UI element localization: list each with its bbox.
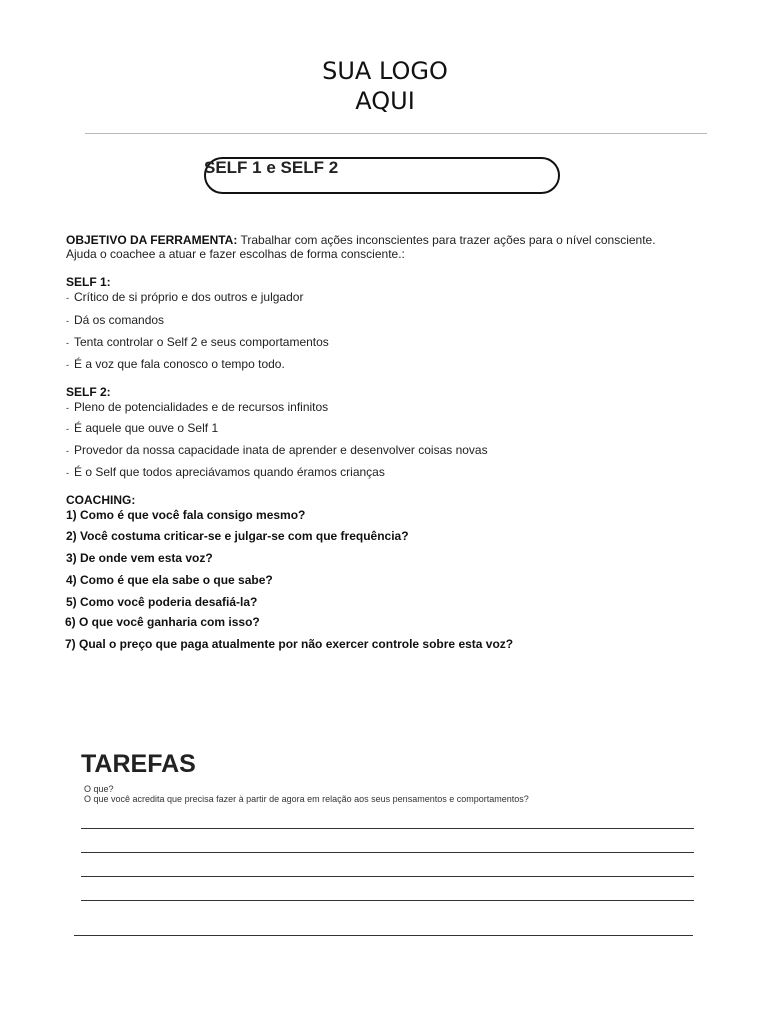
document-title: SELF 1 e SELF 2 xyxy=(204,158,339,177)
objective-text-2: Ajuda o coachee a atuar e fazer escolhas de forma consciente.: xyxy=(66,247,405,261)
coaching-question: 7) Qual o preço que paga atualmente por não exercer controle sobre esta voz? xyxy=(65,637,514,651)
coaching-question: 1) Como é que você fala consigo mesmo? xyxy=(66,508,306,522)
coaching-question: 6) O que você ganharia com isso? xyxy=(65,615,260,629)
tarefas-prompt-2: O que você acredita que precisa fazer à partir de agora em relação aos seus pensamentos e comportamentos? xyxy=(84,794,529,804)
logo-line-1: SUA LOGO xyxy=(322,57,448,85)
tarefas-heading: TAREFAS xyxy=(81,750,196,778)
coaching-question: 2) Você costuma criticar-se e julgar-se com que frequência? xyxy=(66,529,409,543)
self2-item xyxy=(66,443,488,458)
self1-item xyxy=(66,290,303,305)
self2-item xyxy=(66,400,328,415)
answer-line[interactable] xyxy=(81,828,694,829)
logo-line-2: AQUI xyxy=(355,87,415,115)
self1-item-text: Crítico de si próprio e dos outros e julgador xyxy=(74,290,304,304)
tarefas-prompt-1: O que? xyxy=(84,784,114,794)
bullet-dash: - xyxy=(66,424,69,434)
bullet-dash: - xyxy=(66,403,69,413)
bullet-dash: - xyxy=(66,338,69,348)
self2-item-text: É aquele que ouve o Self 1 xyxy=(74,421,219,435)
coaching-question: 3) De onde vem esta voz? xyxy=(66,551,213,565)
self1-item-text: Tenta controlar o Self 2 e seus comportamentos xyxy=(74,335,329,349)
self1-item xyxy=(66,357,285,372)
self2-item-text: Pleno de potencialidades e de recursos infinitos xyxy=(74,400,329,414)
self2-item-text: Provedor da nossa capacidade inata de aprender e desenvolver coisas novas xyxy=(74,443,488,457)
answer-line[interactable] xyxy=(81,852,694,853)
self2-heading: SELF 2: xyxy=(66,385,111,399)
objective-label: OBJETIVO DA FERRAMENTA: xyxy=(66,233,238,247)
bullet-dash: - xyxy=(66,316,69,326)
bullet-dash: - xyxy=(66,360,69,370)
answer-line[interactable] xyxy=(81,900,694,901)
self1-item xyxy=(66,335,329,350)
bullet-dash: - xyxy=(66,468,69,478)
logo-placeholder xyxy=(300,56,470,116)
bullet-dash: - xyxy=(66,293,69,303)
answer-line[interactable] xyxy=(74,935,693,936)
objective-paragraph xyxy=(66,233,746,261)
self2-item xyxy=(66,465,385,480)
header-divider xyxy=(85,133,707,134)
answer-line[interactable] xyxy=(81,876,694,877)
bullet-dash: - xyxy=(66,446,69,456)
objective-text-1: Trabalhar com ações inconscientes para trazer ações para o nível consciente. xyxy=(237,233,656,247)
self1-item-text: É a voz que fala conosco o tempo todo. xyxy=(74,357,285,371)
self1-item xyxy=(66,313,164,328)
self2-item-text: É o Self que todos apreciávamos quando éramos crianças xyxy=(74,465,385,479)
self1-heading: SELF 1: xyxy=(66,275,111,289)
self1-item-text: Dá os comandos xyxy=(74,313,165,327)
coaching-heading: COACHING: xyxy=(66,493,136,507)
self2-item xyxy=(66,421,218,436)
coaching-question: 4) Como é que ela sabe o que sabe? xyxy=(66,573,273,587)
coaching-question: 5) Como você poderia desafiá-la? xyxy=(66,595,258,609)
